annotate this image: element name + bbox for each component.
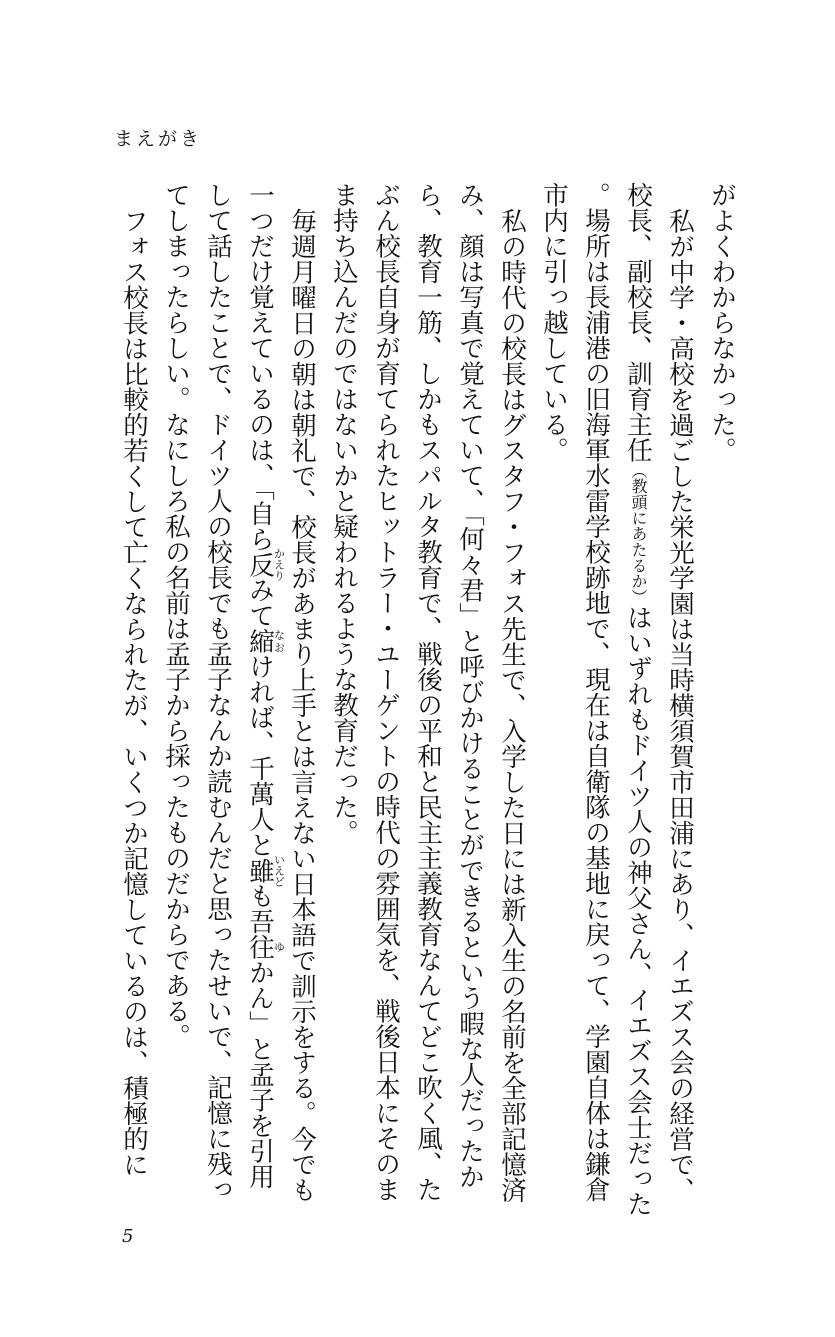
ruby-base: 反: [245, 548, 275, 581]
page-number: 5: [122, 1226, 134, 1247]
text-segment: 私が中学・高校を過ごした栄光学園は当時横須賀市田浦にあり、イエズス会の経営で、 校長、副校長、訓育主任: [623, 182, 695, 1202]
text-segment: フォス校長は比較的若くして亡くなられたが、いくつか記憶しているのは、積極的に: [119, 207, 149, 1177]
ruby-annotation: [245, 934, 286, 960]
ruby-reading: ゆ: [272, 934, 286, 960]
main-text: [113, 182, 743, 1217]
ruby-reading: いえど: [272, 854, 286, 887]
paragraph: [701, 182, 743, 1202]
ruby-annotation: [245, 628, 286, 654]
paragraph: [155, 182, 323, 1202]
ruby-base: 縮: [245, 628, 275, 654]
text-segment: みて: [245, 577, 275, 629]
parenthetical-note: （教頭にあたるか）: [629, 462, 648, 605]
text-segment: ければ、千萬人と: [245, 653, 275, 858]
ruby-reading: かえり: [272, 548, 286, 581]
text-segment: がよくわからなかった。: [707, 182, 737, 463]
ruby-base: 往: [245, 934, 275, 960]
ruby-annotation: [245, 854, 286, 887]
text-segment: はいずれもドイツ人の神父さん、イエズス会士だった 。場所は長浦港の旧海軍水雷学校跡地で、現在は自衛隊の基地に戻って、学園自体は鎌倉 市内に引っ越している。: [539, 182, 653, 1217]
paragraph: [113, 182, 155, 1202]
paragraph: [533, 182, 701, 1217]
text-segment: かん」と孟子を引用 して話したことで、ドイツ人の校長でも孟子なんか読むんだと思ったせいで、記憶に残っ てしまったらしい。なにしろ私の名前は孟子から採ったものだからである。: [161, 182, 275, 1202]
text-segment: 毎週月曜日の朝は朝礼で、校長があまり上手とは言えない日本語で訓示をする。今でも 一つだけ覚えているのは、「自ら: [245, 182, 317, 1202]
text-segment: も吾: [245, 883, 275, 935]
paragraph: [323, 182, 533, 1202]
text-segment: 私の時代の校長はグスタフ・フォス先生で、入学した日には新入生の名前を全部記憶済 み、顔は写真で覚えていて、「何々君」と呼びかけることができるという暇な人だったか ら、教育一筋、しかもスパルタ教育で、戦後の平和と民主主義教育なんてどこ吹く風、た ぶん校長自身が育てられたヒットラー・ユーゲントの時代の雰囲気を、戦後日本にそのま ま持ち込んだのではないかと疑われるような教育だった。: [329, 182, 527, 1202]
ruby-base: 雖: [245, 854, 275, 887]
ruby-annotation: [245, 548, 286, 581]
ruby-reading: なお: [272, 628, 286, 654]
running-head: まえがき: [113, 128, 202, 150]
